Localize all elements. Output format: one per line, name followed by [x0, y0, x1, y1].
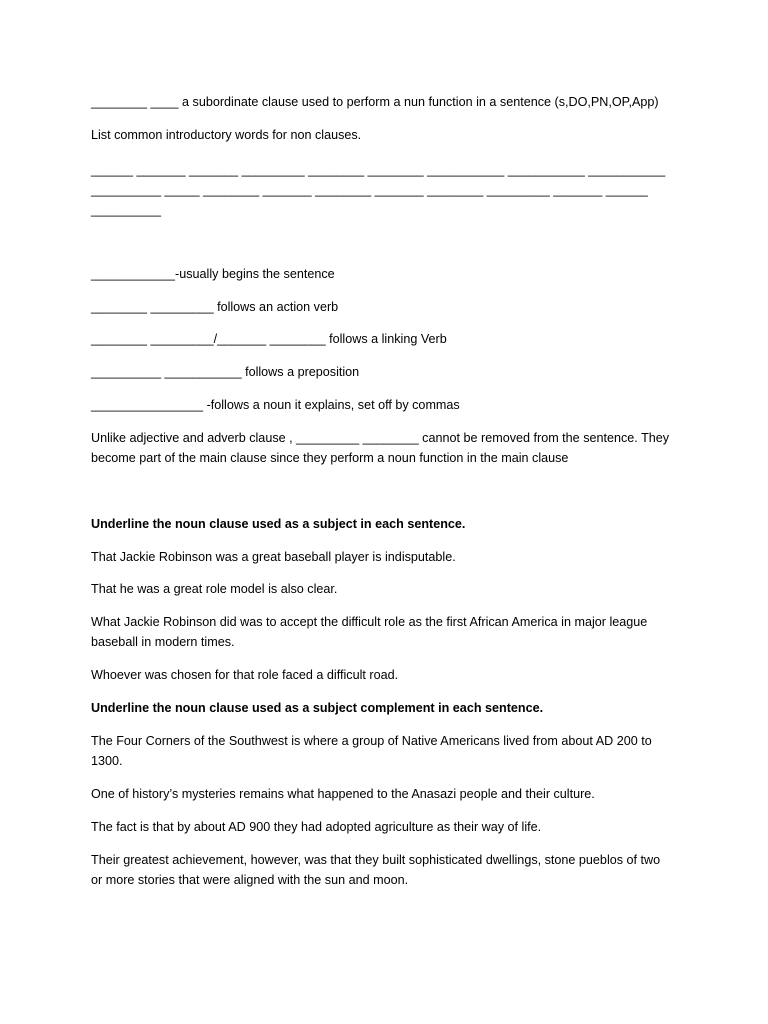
- exercise-sentence-continuation: or more stories that were aligned with the sun and moon.: [91, 873, 409, 887]
- definition-line: ________ ____ a subordinate clause used to perform a nun function in a sentence (s,DO,PN,OP,App): [91, 95, 659, 109]
- blank-line: __________ _____ ________ _______ ________ _______ ________ _________ _______ ______: [91, 183, 648, 197]
- unlike-paragraph-line: become part of the main clause since they perform a noun function in the main clause: [91, 451, 569, 465]
- exercise-sentence: What Jackie Robinson did was to accept the difficult role as the first African America in major league: [91, 615, 648, 629]
- worksheet-page: [91, 0, 681, 1024]
- function-predicate-nominative: ________ _________/_______ ________ follows a linking Verb: [91, 332, 447, 346]
- section-heading-subject: Underline the noun clause used as a subject in each sentence.: [91, 517, 466, 531]
- function-direct-object: ________ _________ follows an action verb: [91, 300, 339, 314]
- section-heading-subject-complement: Underline the noun clause used as a subject complement in each sentence.: [91, 701, 544, 715]
- blank-line: ______ _______ _______ _________ ________ ________ ___________ ___________ ___________: [91, 163, 666, 177]
- exercise-sentence: Whoever was chosen for that role faced a difficult road.: [91, 668, 399, 682]
- exercise-sentence-continuation: 1300.: [91, 754, 123, 768]
- unlike-paragraph-line: Unlike adjective and adverb clause , _________ ________ cannot be removed from the sentence. They: [91, 431, 670, 445]
- list-prompt: List common introductory words for non clauses.: [91, 128, 362, 142]
- blank-line: __________: [91, 203, 162, 217]
- exercise-sentence: The fact is that by about AD 900 they had adopted agriculture as their way of life.: [91, 820, 542, 834]
- exercise-sentence: That he was a great role model is also clear.: [91, 582, 338, 596]
- exercise-sentence: The Four Corners of the Southwest is where a group of Native Americans lived from about AD 200 to: [91, 734, 652, 748]
- exercise-sentence: That Jackie Robinson was a great baseball player is indisputable.: [91, 550, 456, 564]
- exercise-sentence: One of history’s mysteries remains what happened to the Anasazi people and their culture.: [91, 787, 595, 801]
- exercise-sentence-continuation: baseball in modern times.: [91, 635, 235, 649]
- exercise-sentence: Their greatest achievement, however, was that they built sophisticated dwellings, stone pueblos of two: [91, 853, 661, 867]
- function-appositive: ________________ -follows a noun it explains, set off by commas: [91, 398, 460, 412]
- function-object-of-preposition: __________ ___________ follows a preposition: [91, 365, 360, 379]
- function-subject: ____________-usually begins the sentence: [91, 267, 335, 281]
